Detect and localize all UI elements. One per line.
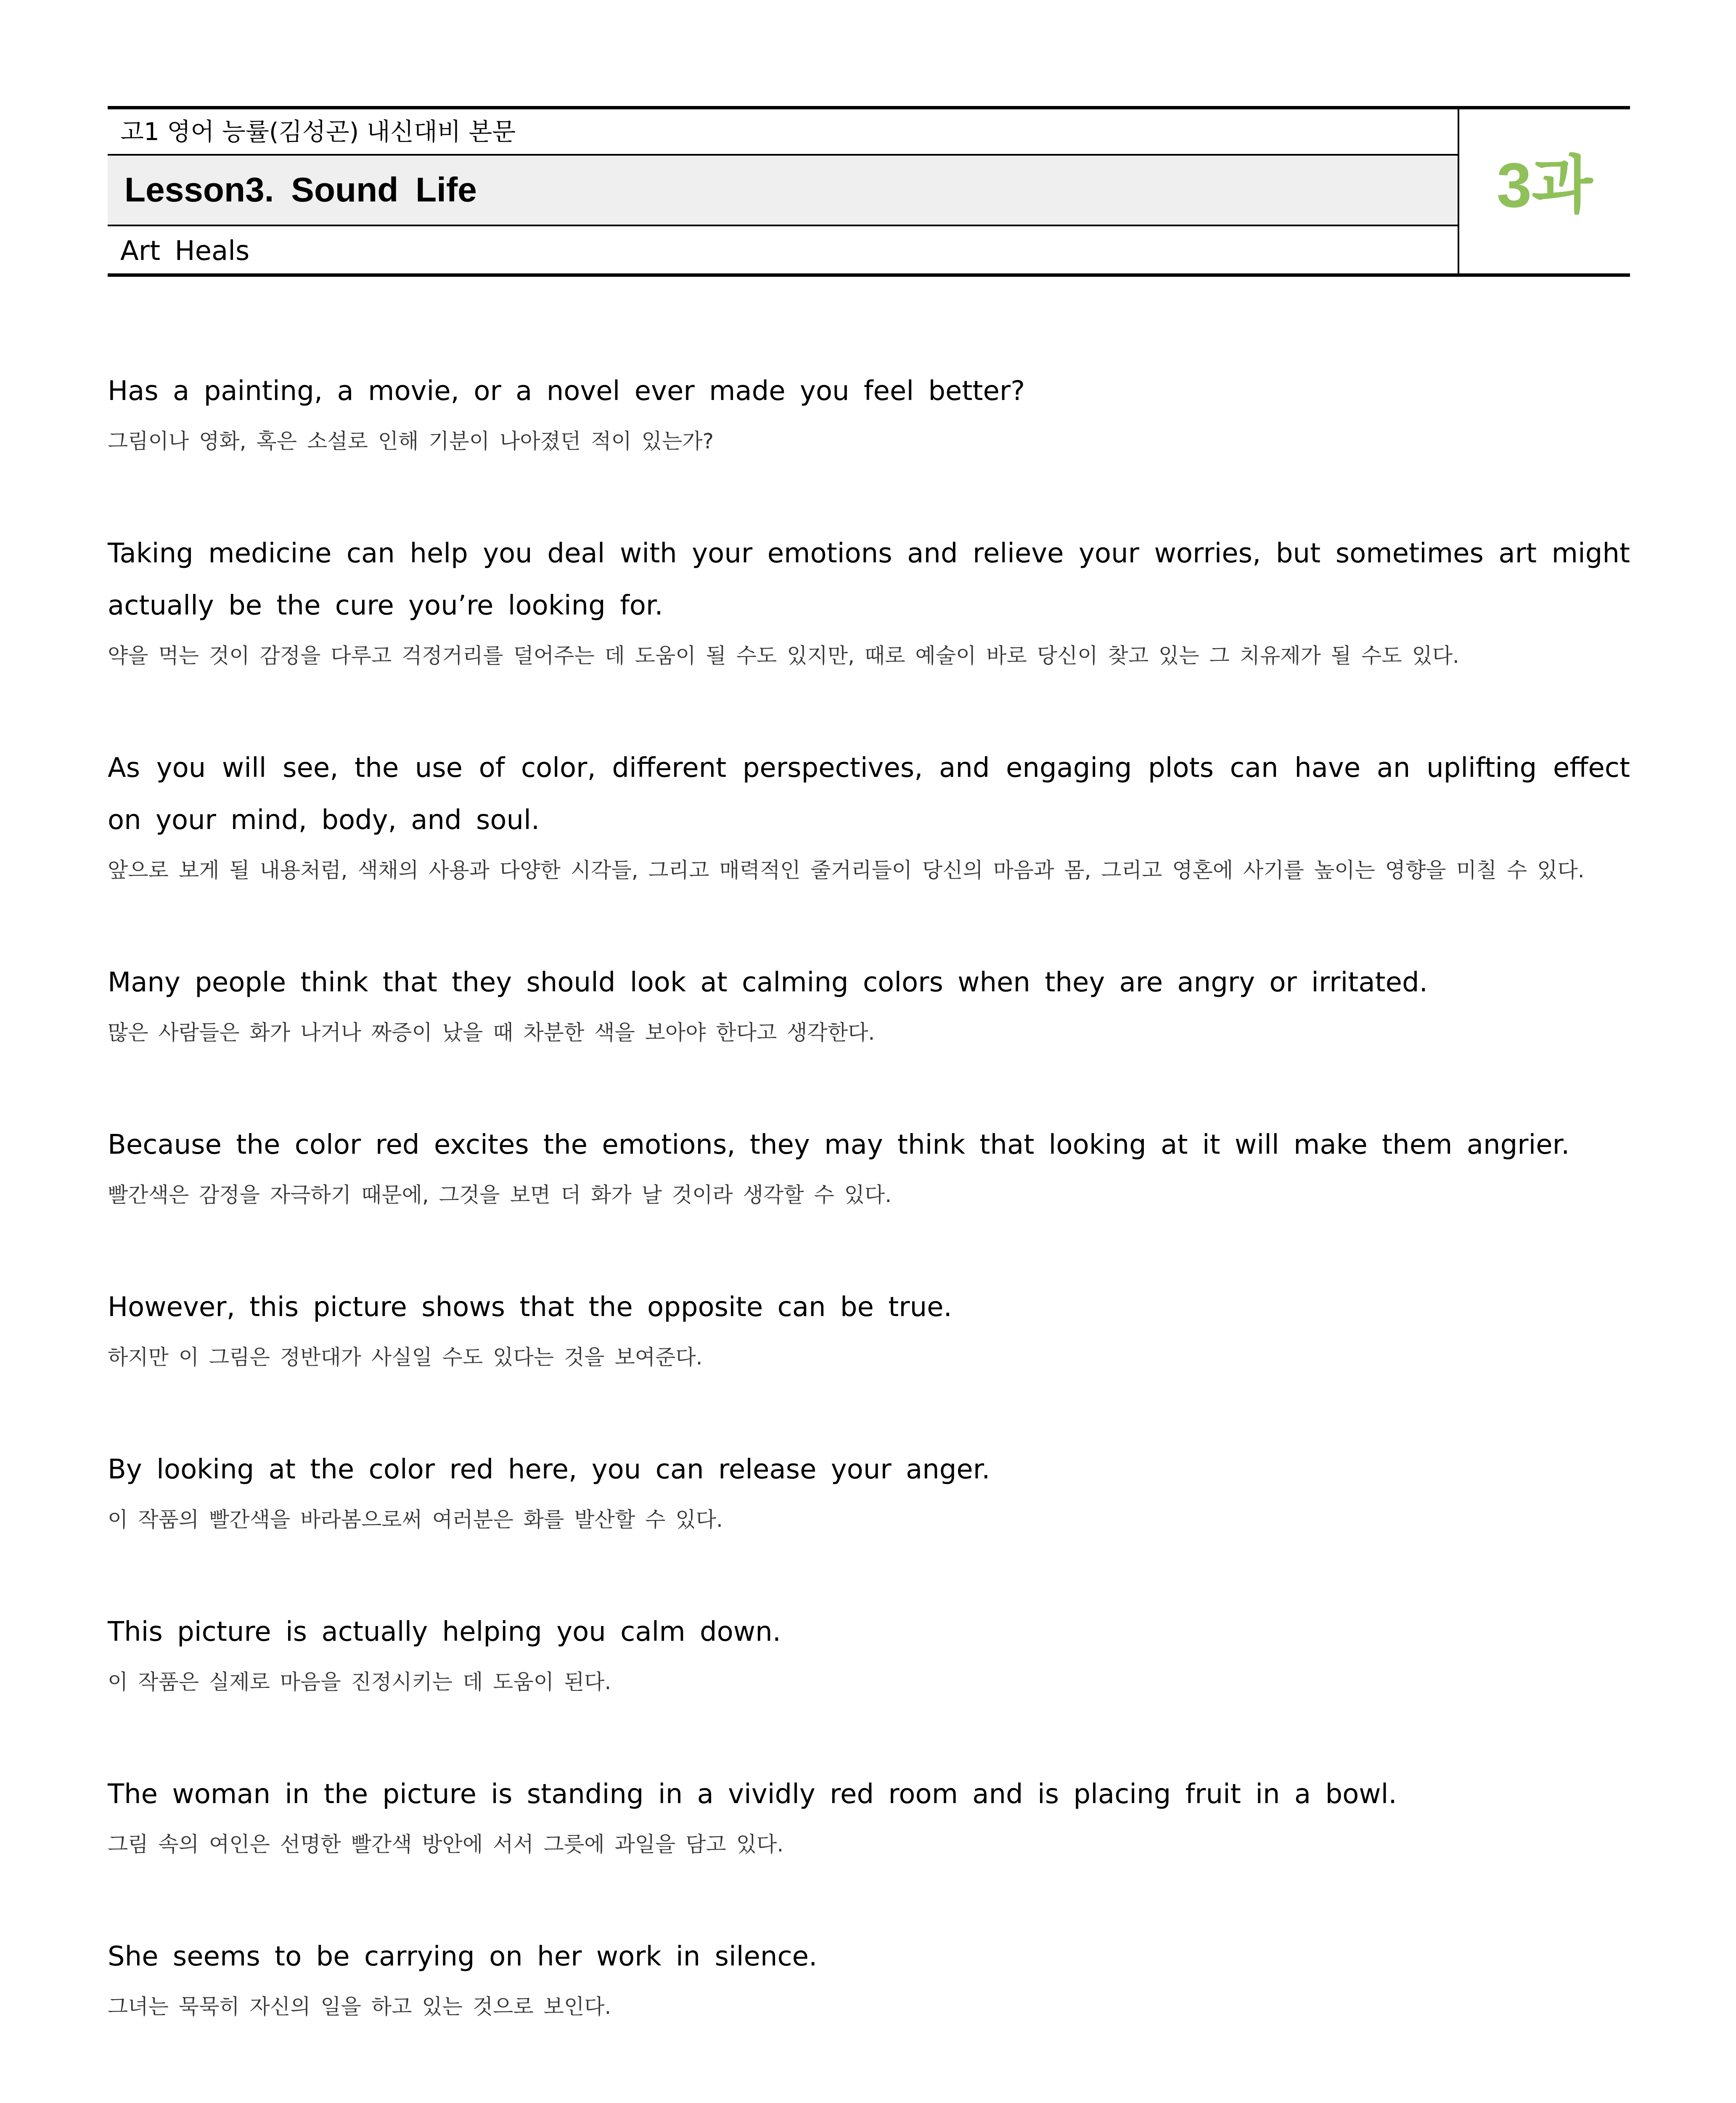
korean-translation: 이 작품은 실제로 마음을 진정시키는 데 도움이 된다.	[108, 1670, 611, 1694]
sentence-pair	[108, 1768, 1630, 1868]
sentence-pair	[108, 1281, 1630, 1381]
sentence-pair	[108, 742, 1630, 894]
korean-translation: 그림 속의 여인은 선명한 빨간색 방안에 서서 그릇에 과일을 담고 있다.	[108, 1832, 784, 1857]
english-sentence: The woman in the picture is standing in a vividly red room and is placing fruit in a bowl.	[108, 1779, 1397, 1810]
korean-translation: 약을 먹는 것이 감정을 다루고 걱정거리를 덜어주는 데 도움이 될 수도 있지만, 때로 예술이 바로 당신이 찾고 있는 그 치유제가 될 수도 있다.	[108, 644, 1459, 668]
english-sentence: She seems to be carrying on her work in silence.	[108, 1941, 818, 1972]
sentence-pair	[108, 1119, 1630, 1219]
sentence-pair	[108, 527, 1630, 680]
sentence-pair	[108, 1443, 1630, 1544]
english-sentence: Because the color red excites the emotions, they may think that looking at it will make them angrier.	[108, 1129, 1570, 1160]
header-right	[1459, 109, 1630, 273]
sentence-pair	[108, 365, 1630, 465]
english-sentence: Has a painting, a movie, or a novel ever made you feel better?	[108, 376, 1025, 407]
section-subtitle: Art Heals	[120, 236, 250, 267]
sentence-pair	[108, 1931, 1630, 2031]
korean-translation: 앞으로 보게 될 내용처럼, 색채의 사용과 다양한 시각들, 그리고 매력적인 줄거리들이 당신의 마음과 몸, 그리고 영혼에 사기를 높이는 영향을 미칠 수 있다.	[108, 858, 1585, 882]
korean-translation: 많은 사람들은 화가 나거나 짜증이 났을 때 차분한 색을 보아야 한다고 생각한다.	[108, 1020, 875, 1045]
english-sentence: By looking at the color red here, you can release your anger.	[108, 1454, 990, 1485]
korean-translation: 이 작품의 빨간색을 바라봄으로써 여러분은 화를 발산할 수 있다.	[108, 1507, 723, 1532]
header-left	[108, 109, 1459, 273]
sentence-pair	[108, 1606, 1630, 1706]
korean-translation: 그림이나 영화, 혹은 소설로 인해 기분이 나아졌던 적이 있는가?	[108, 429, 714, 453]
header-table	[108, 106, 1630, 277]
korean-translation: 하지만 이 그림은 정반대가 사실일 수도 있다는 것을 보여준다.	[108, 1345, 703, 1369]
english-sentence: However, this picture shows that the opposite can be true.	[108, 1292, 952, 1323]
sentence-pair	[108, 956, 1630, 1057]
sentence-pair	[108, 2093, 1630, 2103]
lesson-number: 3과	[1496, 150, 1593, 220]
course-title: 고1 영어 능률(김성곤) 내신대비 본문	[108, 109, 1458, 156]
sentence-list	[108, 365, 1630, 2103]
english-sentence	[108, 2093, 1630, 2103]
korean-translation: 그녀는 묵묵히 자신의 일을 하고 있는 것으로 보인다.	[108, 1994, 611, 2019]
english-sentence: Many people think that they should look at calming colors when they are angry or irritated.	[108, 967, 1428, 998]
korean-translation: 빨간색은 감정을 자극하기 때문에, 그것을 보면 더 화가 날 것이라 생각할 수 있다.	[108, 1183, 892, 1207]
english-sentence: Taking medicine can help you deal with your emotions and relieve your worries, but sometimes art might actually be the cure you’re looking for.	[108, 538, 1630, 621]
english-sentence: As you will see, the use of color, different perspectives, and engaging plots can have an uplifting effect on your mind, body, and soul.	[108, 752, 1630, 836]
english-sentence: This picture is actually helping you calm down.	[108, 1616, 781, 1647]
lesson-title: Lesson3. Sound Life	[108, 156, 1458, 226]
